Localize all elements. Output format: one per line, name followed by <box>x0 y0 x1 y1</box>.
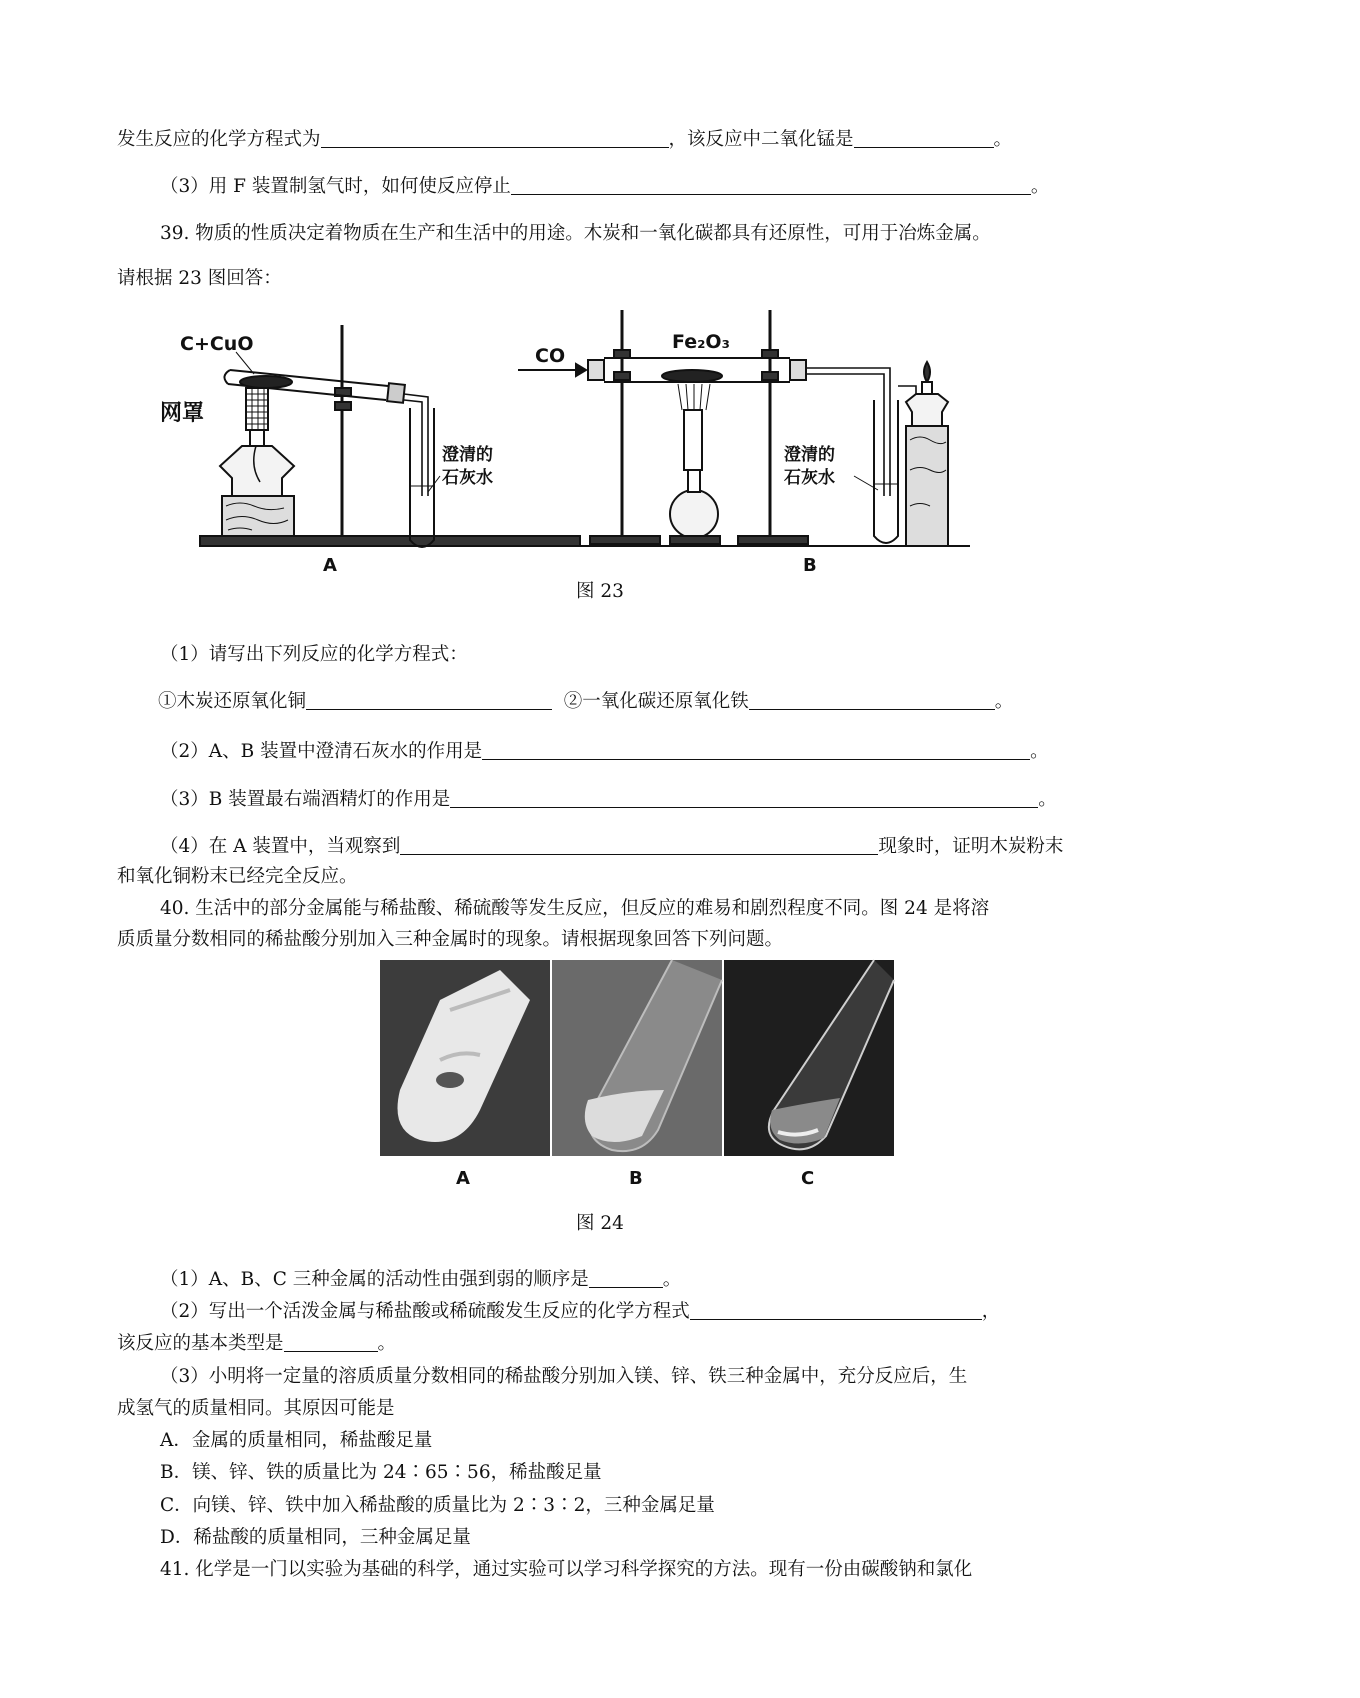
answer-blank[interactable] <box>749 691 995 710</box>
q39-part-4 <box>0 835 1360 859</box>
q38-text: 。 <box>993 129 1013 150</box>
q40-text: 。 <box>662 1269 682 1290</box>
limewater-tube-b <box>874 400 898 543</box>
option-a[interactable]: A．金属的质量相同，稀盐酸足量 <box>160 1430 433 1451</box>
lamp-neck <box>250 430 264 446</box>
rubber-stopper <box>387 383 405 403</box>
iron-oxide-powder <box>662 370 722 382</box>
q40-part-1 <box>0 1268 1360 1292</box>
q39-part-3 <box>0 788 1360 812</box>
q39-text: ①木炭还原氧化铜 <box>158 691 307 712</box>
option-b[interactable]: B．镁、锌、铁的质量比为 24∶65∶56，稀盐酸足量 <box>160 1462 602 1483</box>
apparatus-a <box>160 325 580 547</box>
figure-panel-label-c: C <box>801 1168 815 1189</box>
answer-blank[interactable] <box>511 176 1031 195</box>
alcohol-lamp <box>220 446 294 496</box>
q41-stem-1: 41. 化学是一门以实验为基础的科学，通过实验可以学习科学探究的方法。现有一份由碳酸钠和氯化 <box>160 1559 973 1580</box>
wooden-block <box>222 496 294 536</box>
option-c[interactable]: C．向镁、锌、铁中加入稀盐酸的质量比为 2∶3∶2，三种金属足量 <box>160 1495 715 1516</box>
photo-tube-b <box>552 960 722 1156</box>
burner-bulb <box>670 490 718 538</box>
answer-blank[interactable] <box>854 129 994 148</box>
q39-text: （4）在 A 装置中，当观察到 <box>160 836 401 857</box>
q40-part-2-cont <box>0 1332 1317 1356</box>
figure-24-caption: 图 24 <box>576 1213 624 1234</box>
q40-text: （1）A、B、C 三种金属的活动性由强到弱的顺序是 <box>160 1269 589 1290</box>
q40-text: （2）写出一个活泼金属与稀盐酸或稀硫酸发生反应的化学方程式 <box>160 1301 690 1322</box>
q38-text: 发生反应的化学方程式为 <box>117 129 321 150</box>
figure-panel-label-b: B <box>629 1168 643 1189</box>
stopper <box>790 360 806 380</box>
delivery-tube <box>404 394 428 496</box>
figure-panel-label-a: A <box>323 555 337 576</box>
q39-text: （3）B 装置最右端酒精灯的作用是 <box>160 789 451 810</box>
answer-blank[interactable] <box>589 1269 663 1288</box>
reagent-label: Fe₂O₃ <box>672 331 730 353</box>
q40-text: 该反应的基本类型是 <box>117 1333 284 1354</box>
stopper <box>588 360 604 380</box>
answer-blank[interactable] <box>321 129 669 148</box>
limewater-label: 澄清的 <box>784 445 835 465</box>
q40-part-3: （3）小明将一定量的溶质质量分数相同的稀盐酸分别加入镁、锌、铁三种金属中，充分反应后，生 <box>160 1366 968 1387</box>
q40-text: 。 <box>377 1333 397 1354</box>
answer-blank[interactable] <box>284 1333 378 1352</box>
q40-stem-2: 质质量分数相同的稀盐酸分别加入三种金属时的现象。请根据现象回答下列问题。 <box>117 929 784 950</box>
answer-blank[interactable] <box>482 741 1030 760</box>
answer-blank[interactable] <box>690 1301 982 1320</box>
limewater-label: 石灰水 <box>442 468 493 488</box>
q39-text: ②一氧化碳还原氧化铁 <box>563 691 749 712</box>
q39-text: 现象时，证明木炭粉末 <box>878 836 1064 857</box>
q39-part-2 <box>0 740 1360 764</box>
clamp <box>335 402 351 410</box>
stand-base <box>590 536 660 544</box>
option-d[interactable]: D．稀盐酸的质量相同，三种金属足量 <box>160 1527 471 1548</box>
answer-blank[interactable] <box>450 789 1038 808</box>
reagent-label: C+CuO <box>180 333 254 355</box>
q40-text: ， <box>981 1301 1001 1322</box>
photo-tube-a <box>380 960 550 1156</box>
figure-23-apparatus <box>160 300 1050 550</box>
q38-text: ，该反应中二氧化锰是 <box>668 129 854 150</box>
q39-part-4-cont: 和氧化铜粉末已经完全反应。 <box>117 866 358 887</box>
q38-line-2 <box>0 175 1360 199</box>
stand-base <box>200 536 580 546</box>
gauze-label: 网罩 <box>160 401 205 426</box>
q38-text: 。 <box>1030 176 1050 197</box>
limewater-label: 石灰水 <box>784 468 835 488</box>
flame <box>678 384 710 410</box>
stand-base <box>738 536 808 544</box>
q40-part-2 <box>0 1300 1360 1324</box>
figure-23-caption: 图 23 <box>576 581 624 602</box>
q39-stem-1: 39. 物质的性质决定着物质在生产和生活中的用途。木炭和一氧化碳都具有还原性，可用于冶炼金属。 <box>160 223 991 244</box>
limewater-label: 澄清的 <box>442 445 493 465</box>
q39-text: 。 <box>994 691 1014 712</box>
q39-part-1-equations <box>0 690 1358 714</box>
q39-part-1: （1）请写出下列反应的化学方程式： <box>160 644 468 665</box>
co-label: CO <box>535 345 566 367</box>
figure-panel-label-a: A <box>456 1168 470 1189</box>
figure-panel-label-b: B <box>803 555 817 576</box>
answer-blank[interactable] <box>306 691 552 710</box>
q39-text: （2）A、B 装置中澄清石灰水的作用是 <box>160 741 483 762</box>
q38-text: （3）用 F 装置制氢气时，如何使反应停止 <box>160 176 511 197</box>
q38-line-1 <box>0 128 1317 152</box>
q39-text: 。 <box>1030 741 1049 762</box>
alcohol-lamp <box>906 394 948 426</box>
flame <box>924 362 930 382</box>
burner-tube <box>684 410 702 470</box>
q39-text: 。 <box>1038 789 1057 810</box>
answer-blank[interactable] <box>400 836 878 855</box>
q39-stem-2: 请根据 23 图回答： <box>117 268 282 289</box>
powder-mixture <box>240 376 292 388</box>
q40-part-3-cont: 成氢气的质量相同。其原因可能是 <box>117 1398 395 1419</box>
photo-tube-c <box>724 960 894 1156</box>
q40-stem-1: 40. 生活中的部分金属能与稀盐酸、稀硫酸等发生反应，但反应的难易和剧烈程度不同。图 24 是将溶 <box>160 898 990 919</box>
apparatus-b <box>518 310 970 546</box>
